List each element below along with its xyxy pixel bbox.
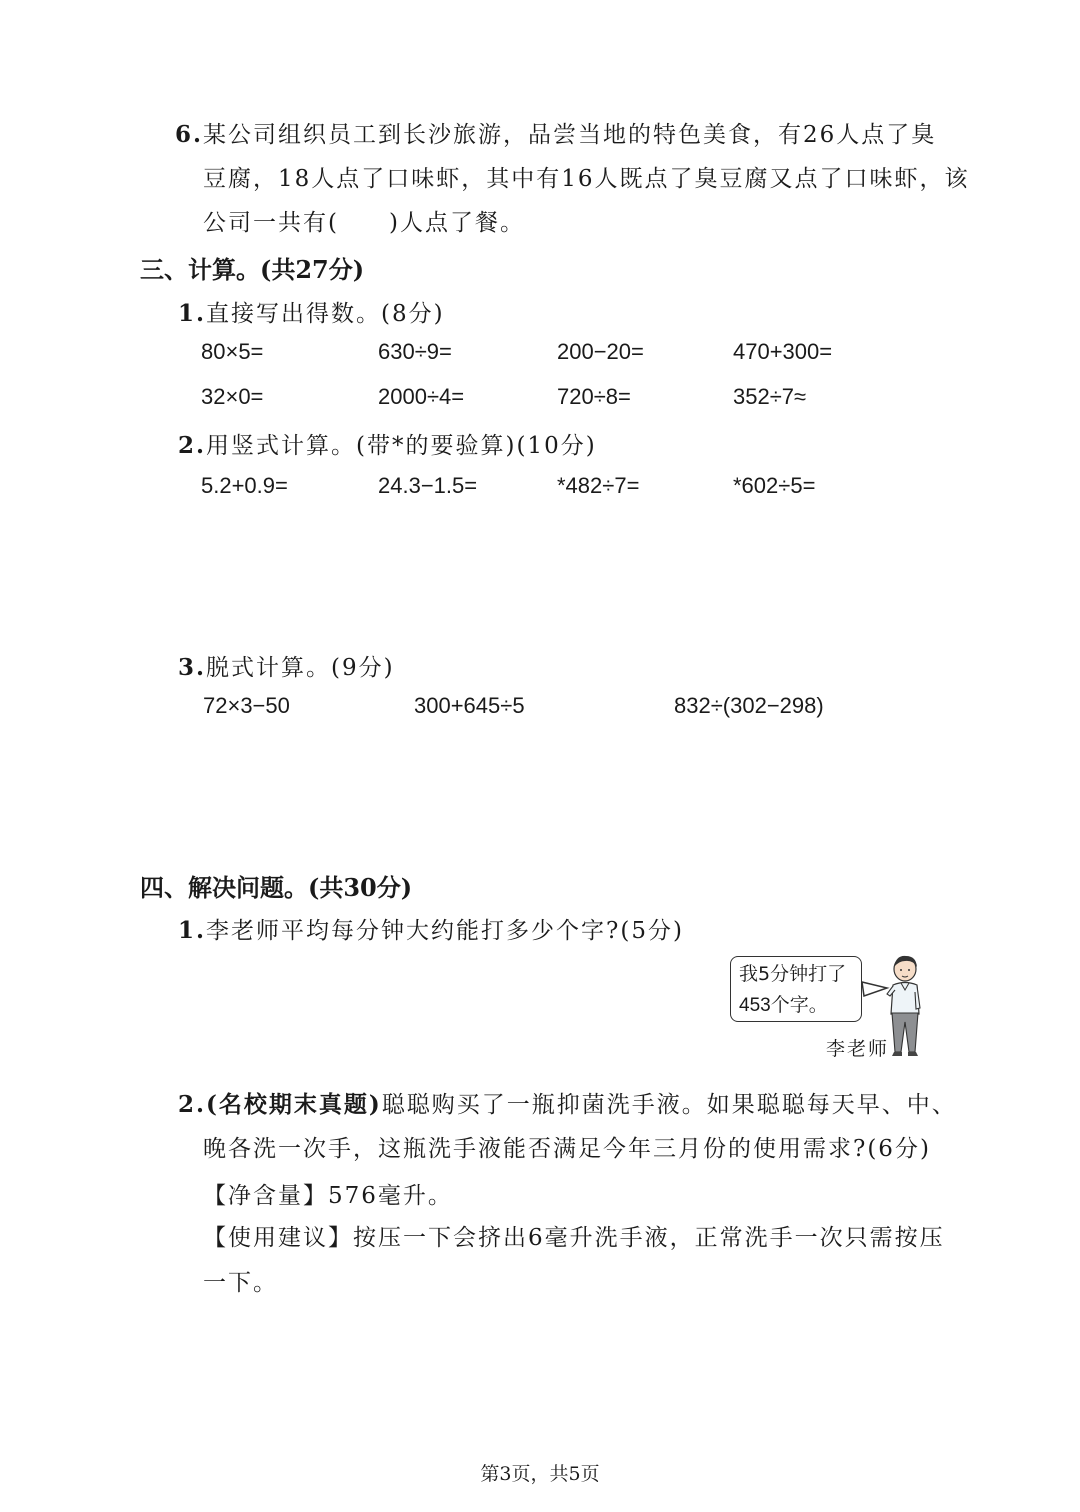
calc-item: 200−20=	[557, 339, 644, 364]
speech-bubble	[730, 956, 862, 1022]
s3-q3-text: 脱式计算。(9分)	[206, 655, 395, 681]
step-calc-item: 832÷(302−298)	[674, 693, 824, 718]
bubble-line2: 453个字。	[739, 995, 828, 1016]
s4-q2-line1	[178, 1086, 957, 1119]
calc-item: 720÷8=	[557, 384, 631, 409]
vertical-calc-item: 24.3−1.5=	[378, 473, 478, 498]
vertical-calc-item: *602÷5=	[733, 473, 816, 498]
s4-q2-number: 2.	[178, 1091, 207, 1118]
s4-q2-tag: (名校期末真题)	[206, 1091, 382, 1118]
teacher-caption: 李老师	[826, 1038, 890, 1060]
s3-q3-number: 3.	[178, 654, 207, 681]
step-calc-item: 300+645÷5	[414, 693, 525, 718]
calc-item: 32×0=	[201, 384, 264, 409]
q6-text-line1: 某公司组织员工到长沙旅游，品尝当地的特色美食，有26人点了臭	[203, 122, 937, 148]
calc-item: 352÷7≈	[733, 384, 807, 409]
vertical-calc-item: 5.2+0.9=	[201, 473, 288, 498]
s4-q2-line4: 【使用建议】按压一下会挤出6毫升洗手液，正常洗手一次只需按压	[203, 1225, 945, 1251]
s3-q2-text: 用竖式计算。(带*的要验算)(10分)	[206, 433, 597, 459]
q6-line1	[175, 116, 936, 149]
calc-item: 470+300=	[733, 339, 833, 364]
s3-q2-number: 2.	[178, 432, 207, 459]
s4-q1-heading	[178, 912, 684, 945]
section3-title: 三、计算。(共27分)	[140, 255, 365, 284]
q6-line2: 豆腐，18人点了口味虾，其中有16人既点了臭豆腐又点了口味虾，该	[203, 166, 970, 192]
vertical-calc-item: *482÷7=	[557, 473, 640, 498]
page-footer: 第3页，共5页	[480, 1463, 600, 1485]
q6-line3: 公司一共有( )人点了餐。	[203, 210, 525, 236]
q6-number: 6.	[175, 121, 204, 148]
step-calc-item: 72×3−50	[203, 693, 290, 718]
calc-item: 630÷9=	[378, 339, 452, 364]
s4-q1-number: 1.	[178, 917, 207, 944]
s4-q2-text-line1: 聪聪购买了一瓶抑菌洗手液。如果聪聪每天早、中、	[381, 1092, 957, 1118]
bubble-line1: 我5分钟打了	[739, 963, 847, 985]
s4-q2-line2: 晚各洗一次手，这瓶洗手液能否满足今年三月份的使用需求?(6分)	[203, 1136, 931, 1162]
s3-q3-heading	[178, 649, 395, 682]
s4-q2-line5: 一下。	[203, 1270, 278, 1296]
calc-item: 2000÷4=	[378, 384, 465, 409]
s3-q2-heading	[178, 427, 597, 460]
s3-q1-text: 直接写出得数。(8分)	[206, 301, 445, 327]
s3-q1-heading	[178, 295, 445, 328]
section4-title: 四、解决问题。(共30分)	[140, 873, 413, 902]
s3-q1-number: 1.	[178, 300, 207, 327]
s4-q2-line3: 【净含量】576毫升。	[203, 1183, 453, 1209]
s4-q1-text: 李老师平均每分钟大约能打多少个字?(5分)	[206, 918, 684, 944]
calc-item: 80×5=	[201, 339, 264, 364]
